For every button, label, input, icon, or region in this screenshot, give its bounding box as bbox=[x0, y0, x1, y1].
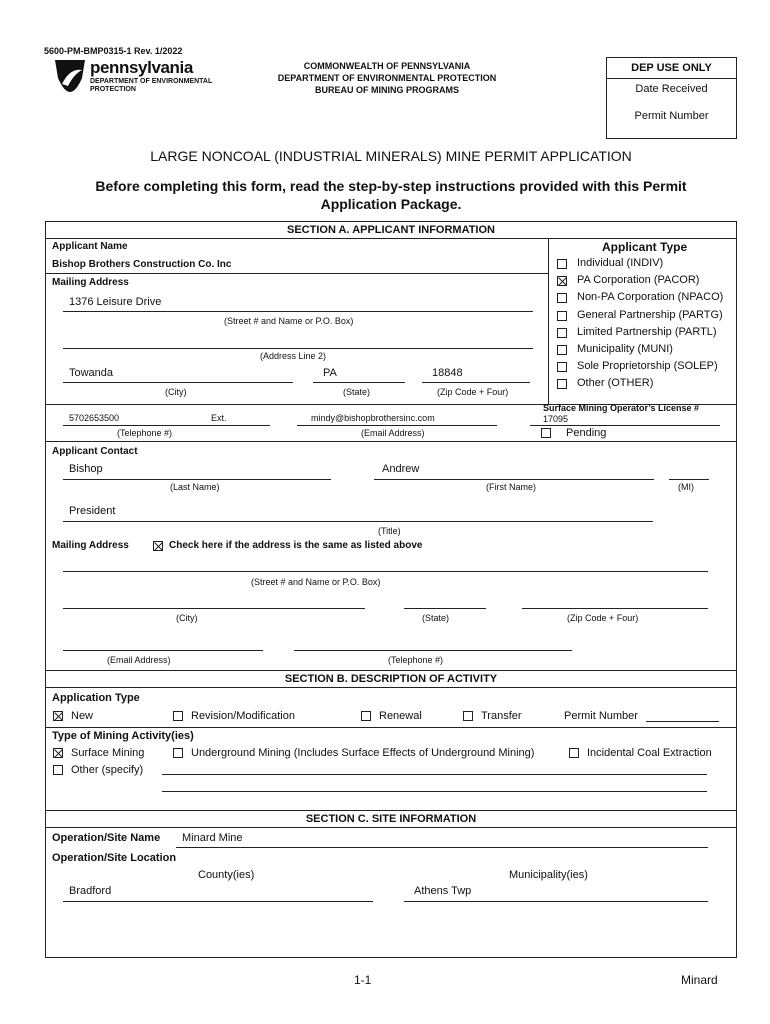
agency-line-1: COMMONWEALTH OF PENNSYLVANIA bbox=[303, 61, 471, 71]
app-type-revision-label: Revision/Modification bbox=[191, 710, 295, 722]
address-line2-caption: (Address Line 2) bbox=[260, 351, 327, 361]
city-underline bbox=[63, 382, 293, 383]
date-received-label: Date Received bbox=[635, 83, 708, 95]
applicant-type-option[interactable] bbox=[556, 273, 736, 289]
contact-state-caption: (State) bbox=[422, 613, 450, 623]
applicant-type-label: PA Corporation (PACOR) bbox=[577, 274, 700, 287]
telephone-underline bbox=[63, 425, 270, 426]
app-type-new-label: New bbox=[71, 710, 94, 722]
activity-surface-checkbox[interactable] bbox=[53, 748, 63, 758]
divider bbox=[45, 727, 737, 728]
mi-field[interactable] bbox=[669, 479, 709, 480]
county-field[interactable]: Bradford bbox=[69, 885, 112, 897]
subtitle-line-1: Before completing this form, read the step-by-step instructions provided with this Permit bbox=[95, 178, 687, 194]
logo-line1: DEPARTMENT OF ENVIRONMENTAL bbox=[90, 78, 213, 85]
agency-line-3: BUREAU OF MINING PROGRAMS bbox=[315, 85, 459, 95]
license-label: Surface Mining Operator’s License # bbox=[543, 403, 700, 413]
applicant-type-label: Individual (INDIV) bbox=[577, 257, 664, 269]
municipality-field[interactable]: Athens Twp bbox=[414, 885, 472, 897]
first-name-underline bbox=[374, 479, 654, 480]
section-a-heading: SECTION A. APPLICANT INFORMATION bbox=[287, 224, 495, 236]
first-name-caption: (First Name) bbox=[486, 482, 536, 492]
section-b-heading: SECTION B. DESCRIPTION OF ACTIVITY bbox=[284, 673, 498, 685]
mailing-address-label: Mailing Address bbox=[52, 277, 129, 288]
page-title: LARGE NONCOAL (INDUSTRIAL MINERALS) MINE PERMIT APPLICATION bbox=[150, 148, 632, 164]
applicant-type-option[interactable] bbox=[556, 342, 736, 358]
mi-caption: (MI) bbox=[678, 482, 694, 492]
footer-name: Minard bbox=[681, 973, 718, 987]
street-field[interactable]: 1376 Leisure Drive bbox=[69, 296, 162, 308]
app-type-transfer-label: Transfer bbox=[481, 710, 522, 722]
mining-activity-label: Type of Mining Activity(ies) bbox=[52, 730, 194, 742]
app-type-renewal-checkbox[interactable] bbox=[361, 711, 371, 721]
activity-other-label: Other (specify) bbox=[71, 764, 144, 776]
contact-last-name-field[interactable]: Bishop bbox=[69, 463, 103, 475]
applicant-type-label: Limited Partnership (PARTL) bbox=[577, 325, 717, 338]
zip-field[interactable]: 18848 bbox=[432, 367, 463, 379]
license-underline bbox=[530, 425, 720, 426]
applicant-type-checkbox[interactable] bbox=[557, 311, 567, 321]
same-address-checkbox[interactable] bbox=[153, 541, 163, 551]
contact-zip-field[interactable] bbox=[522, 608, 708, 609]
applicant-type-label: Sole Proprietorship (SOLEP) bbox=[577, 360, 718, 373]
agency-line-2: DEPARTMENT OF ENVIRONMENTAL PROTECTION bbox=[277, 73, 497, 83]
app-type-revision-checkbox[interactable] bbox=[173, 711, 183, 721]
applicant-type-checkbox[interactable] bbox=[557, 362, 567, 372]
last-name-underline bbox=[63, 479, 331, 480]
city-caption: (City) bbox=[165, 387, 187, 397]
contact-city-caption: (City) bbox=[176, 613, 198, 623]
zip-caption: (Zip Code + Four) bbox=[437, 387, 509, 397]
title-caption: (Title) bbox=[378, 526, 401, 536]
applicant-type-option[interactable] bbox=[556, 290, 736, 306]
state-underline bbox=[313, 382, 405, 383]
municipality-label: Municipality(ies) bbox=[509, 869, 588, 881]
applicant-type-label: Other (OTHER) bbox=[577, 377, 654, 390]
activity-underground-checkbox[interactable] bbox=[173, 748, 183, 758]
activity-other-field-line2[interactable] bbox=[162, 791, 707, 792]
page-number: 1-1 bbox=[354, 973, 372, 987]
divider bbox=[45, 810, 737, 811]
applicant-type-option[interactable] bbox=[556, 256, 736, 272]
applicant-type-checkbox[interactable] bbox=[557, 379, 567, 389]
site-name-label: Operation/Site Name bbox=[52, 832, 161, 844]
app-type-renewal-label: Renewal bbox=[379, 710, 422, 722]
applicant-type-label: Non-PA Corporation (NPACO) bbox=[577, 291, 724, 304]
contact-street-field[interactable] bbox=[63, 571, 708, 572]
applicant-type-checkbox[interactable] bbox=[557, 276, 567, 286]
permit-number-field[interactable] bbox=[646, 721, 719, 722]
contact-telephone-field[interactable] bbox=[294, 650, 572, 651]
contact-first-name-field[interactable]: Andrew bbox=[382, 463, 420, 475]
divider bbox=[45, 441, 737, 442]
municipality-underline bbox=[404, 901, 708, 902]
applicant-type-checkbox[interactable] bbox=[557, 293, 567, 303]
applicant-type-checkbox[interactable] bbox=[557, 328, 567, 338]
dep-logo bbox=[52, 58, 212, 96]
contact-state-field[interactable] bbox=[404, 608, 486, 609]
street-underline bbox=[63, 311, 533, 312]
form-id: 5600-PM-BMP0315-1 Rev. 1/2022 bbox=[44, 46, 183, 56]
app-type-new-checkbox[interactable] bbox=[53, 711, 63, 721]
street-caption: (Street # and Name or P.O. Box) bbox=[224, 316, 354, 326]
applicant-type-checkbox[interactable] bbox=[557, 259, 567, 269]
email-caption: (Email Address) bbox=[361, 428, 425, 438]
activity-other-checkbox[interactable] bbox=[53, 765, 63, 775]
email-field[interactable]: mindy@bishopbrothersinc.com bbox=[311, 413, 435, 423]
activity-other-field[interactable] bbox=[162, 774, 707, 775]
ext-label: Ext. bbox=[211, 413, 227, 423]
same-address-label: Check here if the address is the same as listed above bbox=[169, 540, 423, 551]
email-underline bbox=[297, 425, 497, 426]
county-underline bbox=[63, 901, 373, 902]
title-underline bbox=[63, 521, 653, 522]
logo-line2: PROTECTION bbox=[90, 86, 136, 93]
divider bbox=[45, 687, 737, 688]
applicant-name-label: Applicant Name bbox=[52, 241, 128, 252]
applicant-type-checkbox[interactable] bbox=[557, 345, 567, 355]
app-type-transfer-checkbox[interactable] bbox=[463, 711, 473, 721]
site-name-underline bbox=[176, 847, 708, 848]
activity-surface-label: Surface Mining bbox=[71, 747, 145, 759]
column-divider bbox=[548, 238, 549, 404]
last-name-caption: (Last Name) bbox=[170, 482, 220, 492]
activity-underground-label: Underground Mining (Includes Surface Effects of Underground Mining) bbox=[191, 747, 535, 759]
contact-city-field[interactable] bbox=[63, 608, 365, 609]
dep-use-title: DEP USE ONLY bbox=[607, 58, 736, 79]
pending-checkbox[interactable] bbox=[541, 428, 551, 438]
divider bbox=[45, 273, 548, 274]
contact-email-field[interactable] bbox=[63, 650, 263, 651]
contact-street-caption: (Street # and Name or P.O. Box) bbox=[251, 577, 381, 587]
section-c-heading: SECTION C. SITE INFORMATION bbox=[305, 813, 477, 825]
divider bbox=[45, 238, 737, 239]
activity-incidental-checkbox[interactable] bbox=[569, 748, 579, 758]
site-location-label: Operation/Site Location bbox=[52, 852, 177, 864]
county-label: County(ies) bbox=[198, 869, 255, 881]
address-line2-field[interactable] bbox=[63, 348, 533, 349]
applicant-type-option[interactable] bbox=[556, 308, 736, 324]
application-type-label: Application Type bbox=[52, 692, 140, 704]
divider bbox=[45, 670, 737, 671]
contact-telephone-caption: (Telephone #) bbox=[388, 655, 444, 665]
telephone-caption: (Telephone #) bbox=[117, 428, 173, 438]
applicant-type-option[interactable] bbox=[556, 376, 736, 392]
permit-number-label: Permit Number bbox=[564, 710, 638, 722]
applicant-type-label: Municipality (MUNI) bbox=[577, 343, 673, 355]
state-caption: (State) bbox=[343, 387, 371, 397]
keystone-icon bbox=[52, 58, 88, 94]
applicant-type-option[interactable] bbox=[556, 325, 736, 341]
contact-mailing-address-label: Mailing Address bbox=[52, 540, 129, 551]
divider bbox=[45, 827, 737, 828]
license-number-field[interactable]: 17095 bbox=[543, 414, 569, 424]
site-name-field[interactable]: Minard Mine bbox=[182, 832, 243, 844]
applicant-contact-label: Applicant Contact bbox=[52, 446, 138, 457]
activity-incidental-label: Incidental Coal Extraction bbox=[587, 747, 712, 759]
applicant-type-label: General Partnership (PARTG) bbox=[577, 308, 723, 321]
permit-number-label: Permit Number bbox=[634, 110, 709, 122]
applicant-name-value: Bishop Brothers Construction Co. Inc bbox=[52, 259, 232, 270]
agency-block bbox=[257, 60, 517, 96]
telephone-field[interactable]: 5702653500 bbox=[69, 413, 120, 423]
pending-label: Pending bbox=[566, 427, 607, 439]
city-field[interactable]: Towanda bbox=[69, 367, 114, 379]
applicant-type-title: Applicant Type bbox=[602, 240, 688, 254]
contact-email-caption: (Email Address) bbox=[107, 655, 171, 665]
contact-zip-caption: (Zip Code + Four) bbox=[567, 613, 639, 623]
applicant-type-option[interactable] bbox=[556, 359, 736, 375]
logo-name: pennsylvania bbox=[90, 58, 193, 77]
contact-title-field[interactable]: President bbox=[69, 505, 116, 517]
dep-use-box bbox=[606, 57, 737, 139]
subtitle-line-2: Application Package. bbox=[320, 196, 462, 212]
applicant-type-list bbox=[556, 256, 736, 396]
zip-underline bbox=[422, 382, 530, 383]
state-field[interactable]: PA bbox=[323, 367, 337, 379]
